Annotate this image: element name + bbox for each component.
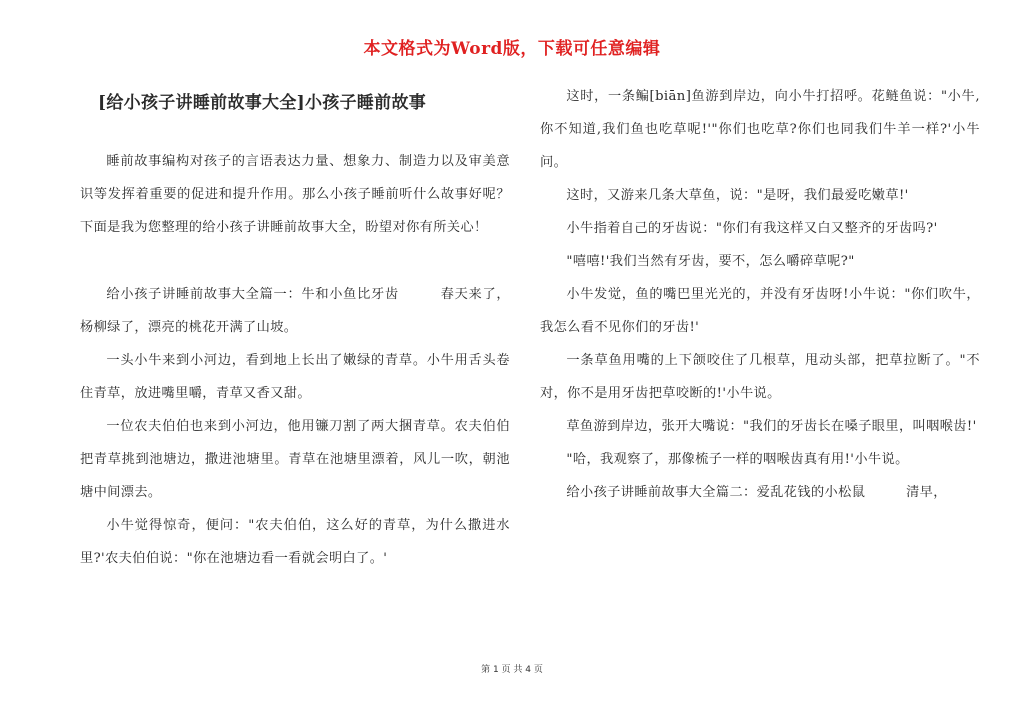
- paragraph: 小牛指着自己的牙齿说："你们有我这样又白又整齐的牙齿吗?': [566, 221, 938, 236]
- paragraph: 一位农夫伯伯也来到小河边，他用镰刀割了两大捆青草。农夫伯伯把青草挑到池塘边，撒进池塘里。青草在池塘里漂着，风儿一吹，朝池塘中间漂去。: [80, 419, 510, 500]
- paragraph: 这时，一条鳊[biān]鱼游到岸边，向小牛打招呼。花鲢鱼说："小牛,你不知道,我们鱼也吃草呢!'"你们也吃草?你们也同我们牛羊一样?'小牛问。: [540, 89, 980, 170]
- document-title: [给小孩子讲睡前故事大全]小孩子睡前故事: [98, 93, 427, 113]
- paragraph: 给小孩子讲睡前故事大全篇二：爱乱花钱的小松鼠 清早，: [566, 485, 947, 500]
- left-column: [80, 80, 510, 575]
- paragraph: 睡前故事编构对孩子的言语表达力量、想象力、制造力以及审美意识等发挥着重要的促进和提升作用。那么小孩子睡前听什么故事好呢？下面是我为您整理的给小孩子讲睡前故事大全，盼望对你有所关心！: [80, 154, 510, 235]
- download-banner: 本文格式为Word版，下载可任意编辑: [363, 39, 661, 59]
- paragraph: 这时，又游来几条大草鱼，说："是呀，我们最爱吃嫩草!': [566, 188, 909, 203]
- paragraph: 一条草鱼用嘴的上下颌咬住了几根草，甩动头部，把草拉断了。"不对，你不是用牙齿把草咬断的!'小牛说。: [540, 353, 980, 401]
- paragraph: 给小孩子讲睡前故事大全篇一：牛和小鱼比牙齿 春天来了，杨柳绿了，漂亮的桃花开满了山坡。: [80, 287, 510, 335]
- paragraph: "嘻嘻!'我们当然有牙齿，要不，怎么嚼碎草呢?": [566, 254, 855, 269]
- paragraph: 小牛发觉，鱼的嘴巴里光光的，并没有牙齿呀!小牛说："你们吹牛，我怎么看不见你们的牙齿!': [540, 287, 980, 335]
- paragraph: "哈，我观察了，那像梳子一样的咽喉齿真有用!'小牛说。: [566, 452, 909, 467]
- paragraph: 一头小牛来到小河边，看到地上长出了嫩绿的青草。小牛用舌头卷住青草，放进嘴里嚼，青草又香又甜。: [80, 353, 510, 401]
- paragraph: 小牛觉得惊奇，便问："农夫伯伯，这么好的青草，为什么撒进水里?'农夫伯伯说："你在池塘边看一看就会明白了。': [80, 518, 510, 566]
- page-number: 第 1 页 共 4 页: [481, 665, 543, 675]
- paragraph: 草鱼游到岸边，张开大嘴说："我们的牙齿长在嗓子眼里，叫咽喉齿!': [566, 419, 977, 434]
- right-column: [540, 80, 980, 509]
